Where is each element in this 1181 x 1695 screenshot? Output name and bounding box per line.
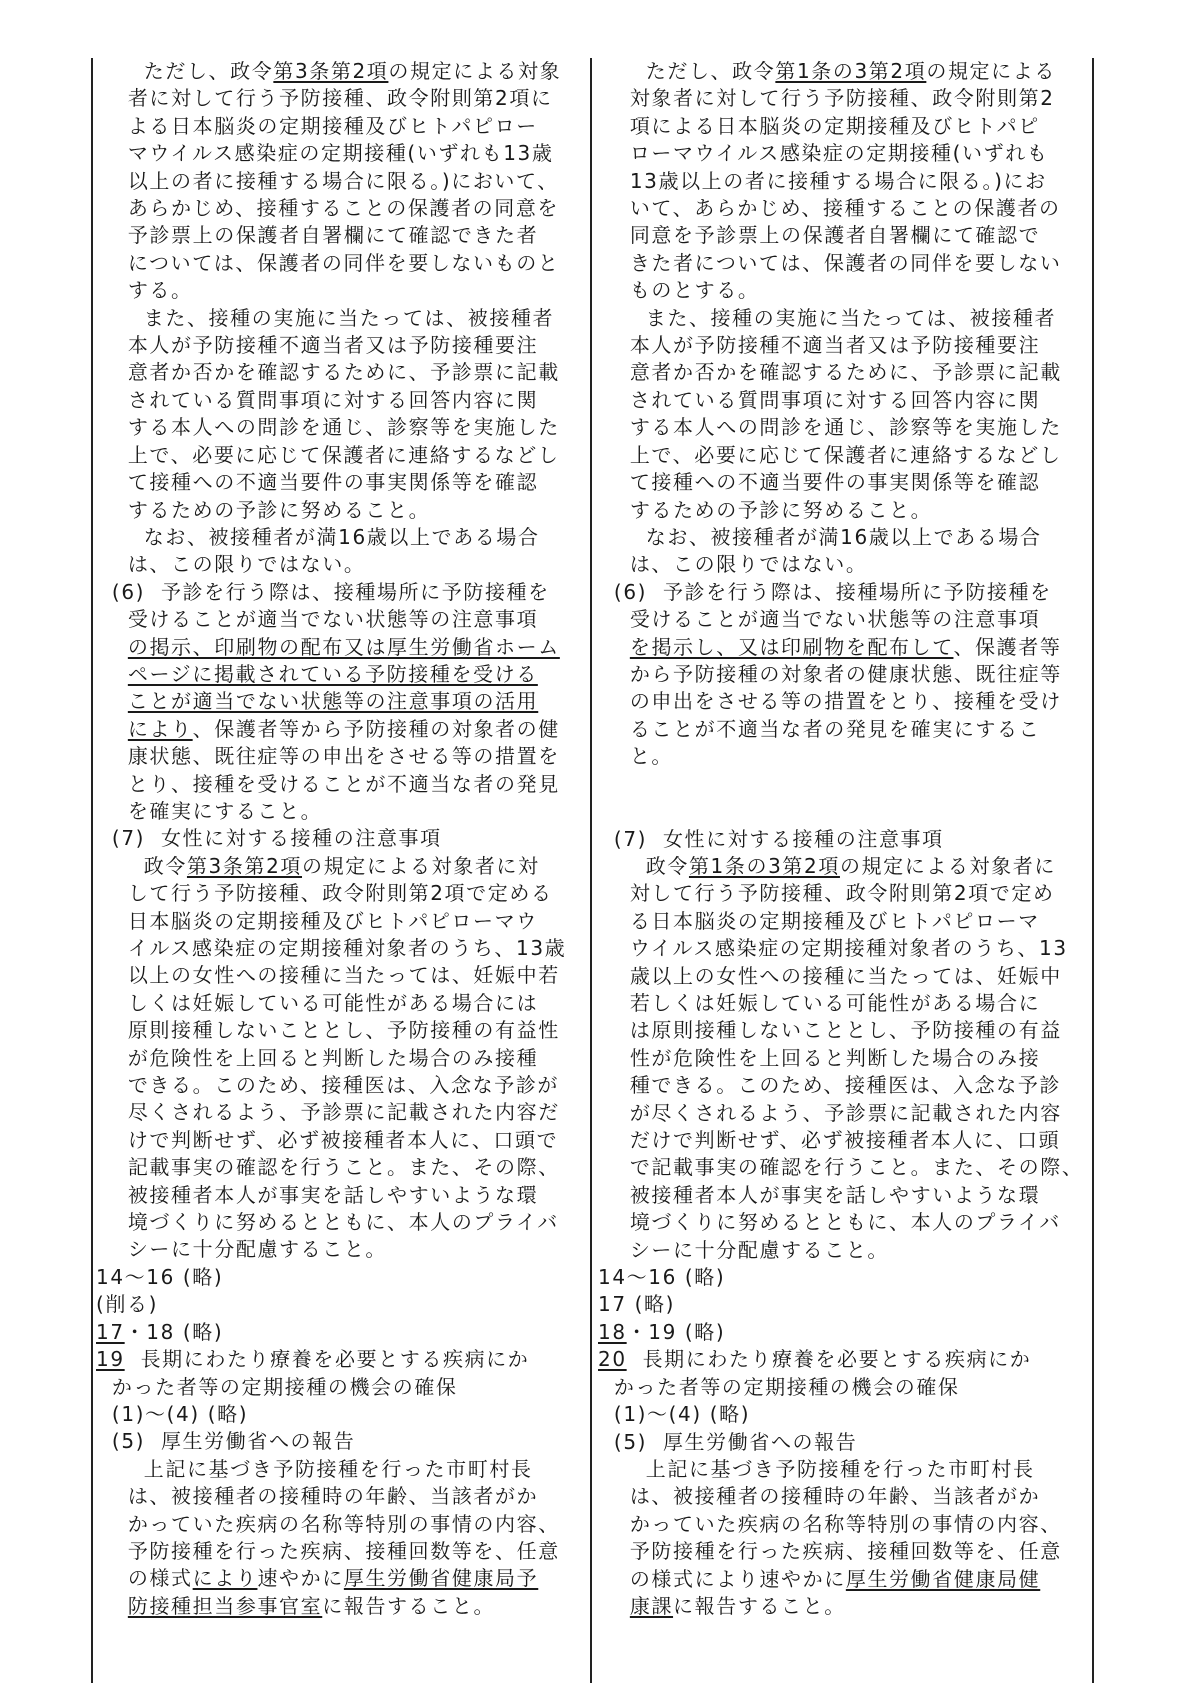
left-item-6-prevaccination-screening: (6) 予診を行う際は、接種場所に予防接種を 受けることが適当でない状態等の注意事項 の掲示、印刷物の配布又は厚生労働省ホーム ページに掲載されている予防接種を受ける ことが適当でない状態等の注意事項の活用 により、保護者等から予防接種の対象者の健 康状態、既往症等の申出をさせる等の措置を とり、接種を受けることが不適当な者の発見 を確実にすること。: [111, 579, 560, 823]
left-item-7-female-vaccination: (7) 女性に対する接種の注意事項 政令第3条第2項の規定による対象者に対 して行う予防接種、政令附則第2項で定める 日本脳炎の定期接種及びヒトパピローマウ イルス感染症の定期接種対象者のうち、13歳 以上の女性への接種に当たっては、妊娠中若 しくは妊娠している可能性がある場合には 原則接種しないこととし、予防接種の有益性 が危険性を上回ると判断した場合のみ接種 できる。このため、接種医は、入念な予診が 尽くされるよう、予診票に記載された内容だ けで判断せず、必ず被接種者本人に、口頭で 記載事実の確認を行うこと。また、その際、 被接種者本人が事実を話しやすいような環 境づくりに努めるとともに、本人のプライバ シーに十分配慮すること。: [111, 826, 567, 1262]
right-alignment-gap: [598, 771, 1088, 826]
right-column-current: [598, 58, 1088, 1620]
left-border-rule: [91, 58, 93, 1683]
right-item-6-prevaccination-screening: (6) 予診を行う際は、接種場所に予防接種を 受けることが適当でない状態等の注意事項 を掲示し、又は印刷物を配布して、保護者等 から予防接種の対象者の健康状態、既往症等 の申出をさせる等の措置をとり、接種を受け ることが不適当な者の発見を確実にするこ と。: [613, 579, 1062, 769]
right-border-rule: [1092, 58, 1094, 1683]
right-item-7-female-vaccination: (7) 女性に対する接種の注意事項 政令第1条の3第2項の規定による対象者に 対して行う予防接種、政令附則第2項で定め る日本脳炎の定期接種及びヒトパピローマ ウイルス感染症の定期接種対象者のうち、13 歳以上の女性への接種に当たっては、妊娠中 若しくは妊娠している可能性がある場合に は原則接種しないこととし、予防接種の有益 性が危険性を上回ると判断した場合のみ接 種できる。このため、接種医は、入念な予診 が尽くされるよう、予診票に記載された内容 だけで判断せず、必ず被接種者本人に、口頭 で記載事実の確認を行うこと。また、その際、 被接種者本人が事実を話しやすいような環 境づくりに努めるとともに、本人のプライバ シーに十分配慮すること。: [613, 826, 1084, 1262]
left-items-14-to-19: 14〜16 (略) (削る) 17・18 (略) 19 長期にわたり療養を必要とする疾病にか かった者等の定期接種の機会の確保 (1)〜(4) (略) (5) 厚生労働省への報告 上記に基づき予防接種を行った市町村長 は、被接種者の接種時の年齢、当該者がか かっていた疾病の名称等特別の事情の内容、 予防接種を行った疾病、接種回数等を、任意 の様式により速やかに厚生労働省健康局予 防接種担当参事官室に報告すること。: [96, 1264, 560, 1618]
right-items-14-to-20: 14〜16 (略) 17 (略) 18・19 (略) 20 長期にわたり療養を必要とする疾病にか かった者等の定期接種の機会の確保 (1)〜(4) (略) (5) 厚生労働省への報告 上記に基づき予防接種を行った市町村長 は、被接種者の接種時の年齢、当該者がか かっていた疾病の名称等特別の事情の内容、 予防接種を行った疾病、接種回数等を、任意 の様式により速やかに厚生労働省健康局健 康課に報告すること。: [598, 1265, 1062, 1618]
right-guardian-consent-paragraphs: ただし、政令第1条の3第2項の規定による 対象者に対して行う予防接種、政令附則第2 項による日本脳炎の定期接種及びヒトパピ ローマウイルス感染症の定期接種(いずれも 13歳以上の者に接種する場合に限る。)にお いて、あらかじめ、接種することの保護者の 同意を予診票上の保護者自署欄にて確認で きた者については、保護者の同伴を要しない ものとする。 また、接種の実施に当たっては、被接種者 本人が予防接種不適当者又は予防接種要注 意者か否かを確認するために、予診票に記載 されている質問事項に対する回答内容に関 する本人への問診を通じ、診察等を実施した 上で、必要に応じて保護者に連絡するなどし て接種への不適当要件の事実関係等を確認 するための予診に努めること。 なお、被接種者が満16歳以上である場合 は、この限りではない。: [598, 59, 1062, 577]
left-guardian-consent-paragraphs: ただし、政令第3条第2項の規定による対象 者に対して行う予防接種、政令附則第2項に よる日本脳炎の定期接種及びヒトパピロー マウイルス感染症の定期接種(いずれも13歳 以上の者に接種する場合に限る。)において、 あらかじめ、接種することの保護者の同意を 予診票上の保護者自署欄にて確認できた者 については、保護者の同伴を要しないものと する。 また、接種の実施に当たっては、被接種者 本人が予防接種不適当者又は予防接種要注 意者か否かを確認するために、予診票に記載 されている質問事項に対する回答内容に関 する本人への問診を通じ、診察等を実施した 上で、必要に応じて保護者に連絡するなどし て接種への不適当要件の事実関係等を確認 するための予診に努めること。 なお、被接種者が満16歳以上である場合 は、この限りではない。: [96, 59, 562, 577]
left-column-revised: [96, 58, 584, 1620]
center-divider-rule: [590, 58, 592, 1683]
